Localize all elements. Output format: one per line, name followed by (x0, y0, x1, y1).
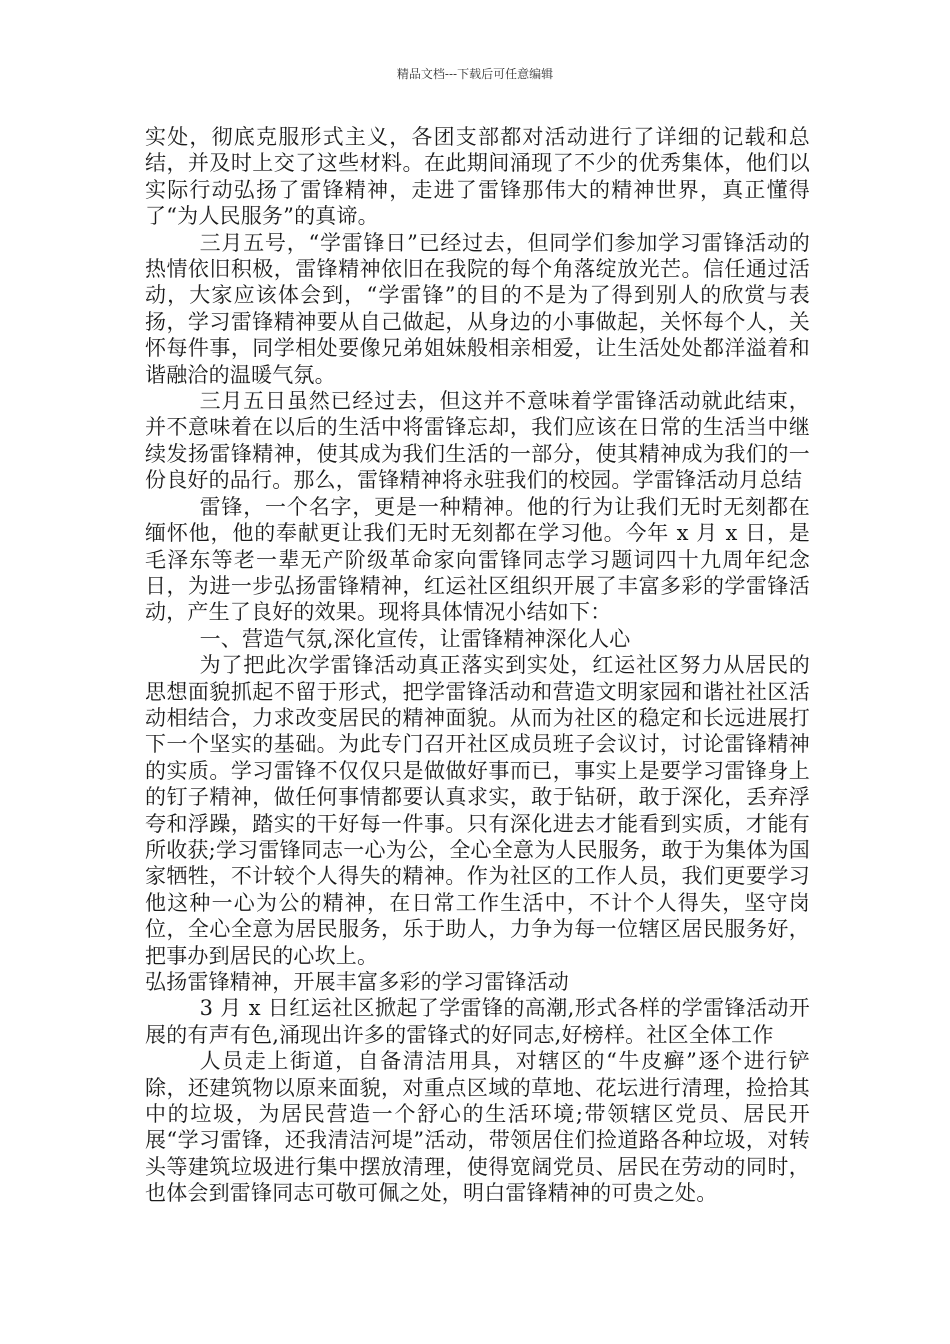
paragraph-2: 三月五号，“学雷锋日”已经过去，但同学们参加学习雷锋活动的热情依旧积极，雷锋精神依旧在我院的每个角落绽放光芒。信任通过活动，大家应该体会到，“学雷锋”的目的不是为了得到别人的欣赏与表扬，学习雷锋精神要从自己做起，从身边的小事做起，关怀每个人，关怀每件事，同学相处要像兄弟姐妹般相亲相爱，让生活处处都洋溢着和谐融洽的温暖气氛。 (145, 230, 810, 387)
section-heading-2: 弘扬雷锋精神，开展丰富多彩的学习雷锋活动 (145, 970, 569, 994)
section-heading-1: 一、营造气氛,深化宣传，让雷锋精神深化人心 (199, 626, 631, 651)
paragraph-5: 为了把此次学雷锋活动真正落实到实处，红运社区努力从居民的思想面貌抓起不留于形式，把学雷锋活动和营造文明家园和谐社社区活动相结合，力求改变居民的精神面貌。从而为社区的稳定和长远进展打下一个坚实的基础。为此专门召开社区成员班子会议讨，讨论雷锋精神的实质。学习雷锋不仅仅只是做做好事而已，事实上是要学习雷锋身上的钉子精神，做任何事情都要认真求实，敢于钻研，敢于深化，丢弃浮夸和浮躁，踏实的干好每一件事。只有深化进去才能看到实质，才能有所收获;学习雷锋同志一心为公，全心全意为人民服务，敢于为集体为国家牺牲，不计较个人得失的精神。作为社区的工作人员，我们更要学习他这种一心为公的精神，在日常工作生活中，不计个人得失，坚守岗位，全心全意为居民服务，乐于助人，力争为每一位辖区居民服务好，把事办到居民的心坎上。 (145, 653, 810, 968)
document-body (145, 124, 810, 1207)
paragraph-6: 3 月 x 日红运社区掀起了学雷锋的高潮,形式各样的学雷锋活动开展的有声有色,涌现出许多的雷锋式的好同志,好榜样。社区全体工作 (145, 996, 810, 1047)
paragraph-1: 实处，彻底克服形式主义，各团支部都对活动进行了详细的记载和总结，并及时上交了这些材料。在此期间涌现了不少的优秀集体，他们以实际行动弘扬了雷锋精神，走进了雷锋那伟大的精神世界，真正懂得了“为人民服务”的真谛。 (145, 125, 810, 229)
paragraph-4: 雷锋，一个名字，更是一种精神。他的行为让我们无时无刻都在缅怀他，他的奉献更让我们无时无刻都在学习他。今年 x 月 x 日，是毛泽东等老一辈无产阶级革命家向雷锋同志学习题词四十九周年纪念日，为进一步弘扬雷锋精神，红运社区组织开展了丰富多彩的学雷锋活动，产生了良好的效果。现将具体情况小结如下： (145, 494, 810, 625)
paragraph-7: 人员走上街道，自备清洁用具，对辖区的“牛皮癣”逐个进行铲除，还建筑物以原来面貌，对重点区域的草地、花坛进行清理，捡拾其中的垃圾，为居民营造一个舒心的生活环境;带领辖区党员、居民开展“学习雷锋，还我清洁河堤”活动，带领居住们捡道路各种垃圾，对转头等建筑垃圾进行集中摆放清理，使得宽阔党员、居民在劳动的同时，也体会到雷锋同志可敬可佩之处，明白雷锋精神的可贵之处。 (145, 1049, 810, 1206)
paragraph-3: 三月五日虽然已经过去，但这并不意味着学雷锋活动就此结束，并不意味着在以后的生活中将雷锋忘却，我们应该在日常的生活当中继续发扬雷锋精神，使其成为我们生活的一部分，使其精神成为我们的一份良好的品行。那么，雷锋精神将永驻我们的校园。学雷锋活动月总结 (145, 389, 810, 493)
page-header: 精品文档---下载后可任意编辑 (396, 67, 554, 81)
